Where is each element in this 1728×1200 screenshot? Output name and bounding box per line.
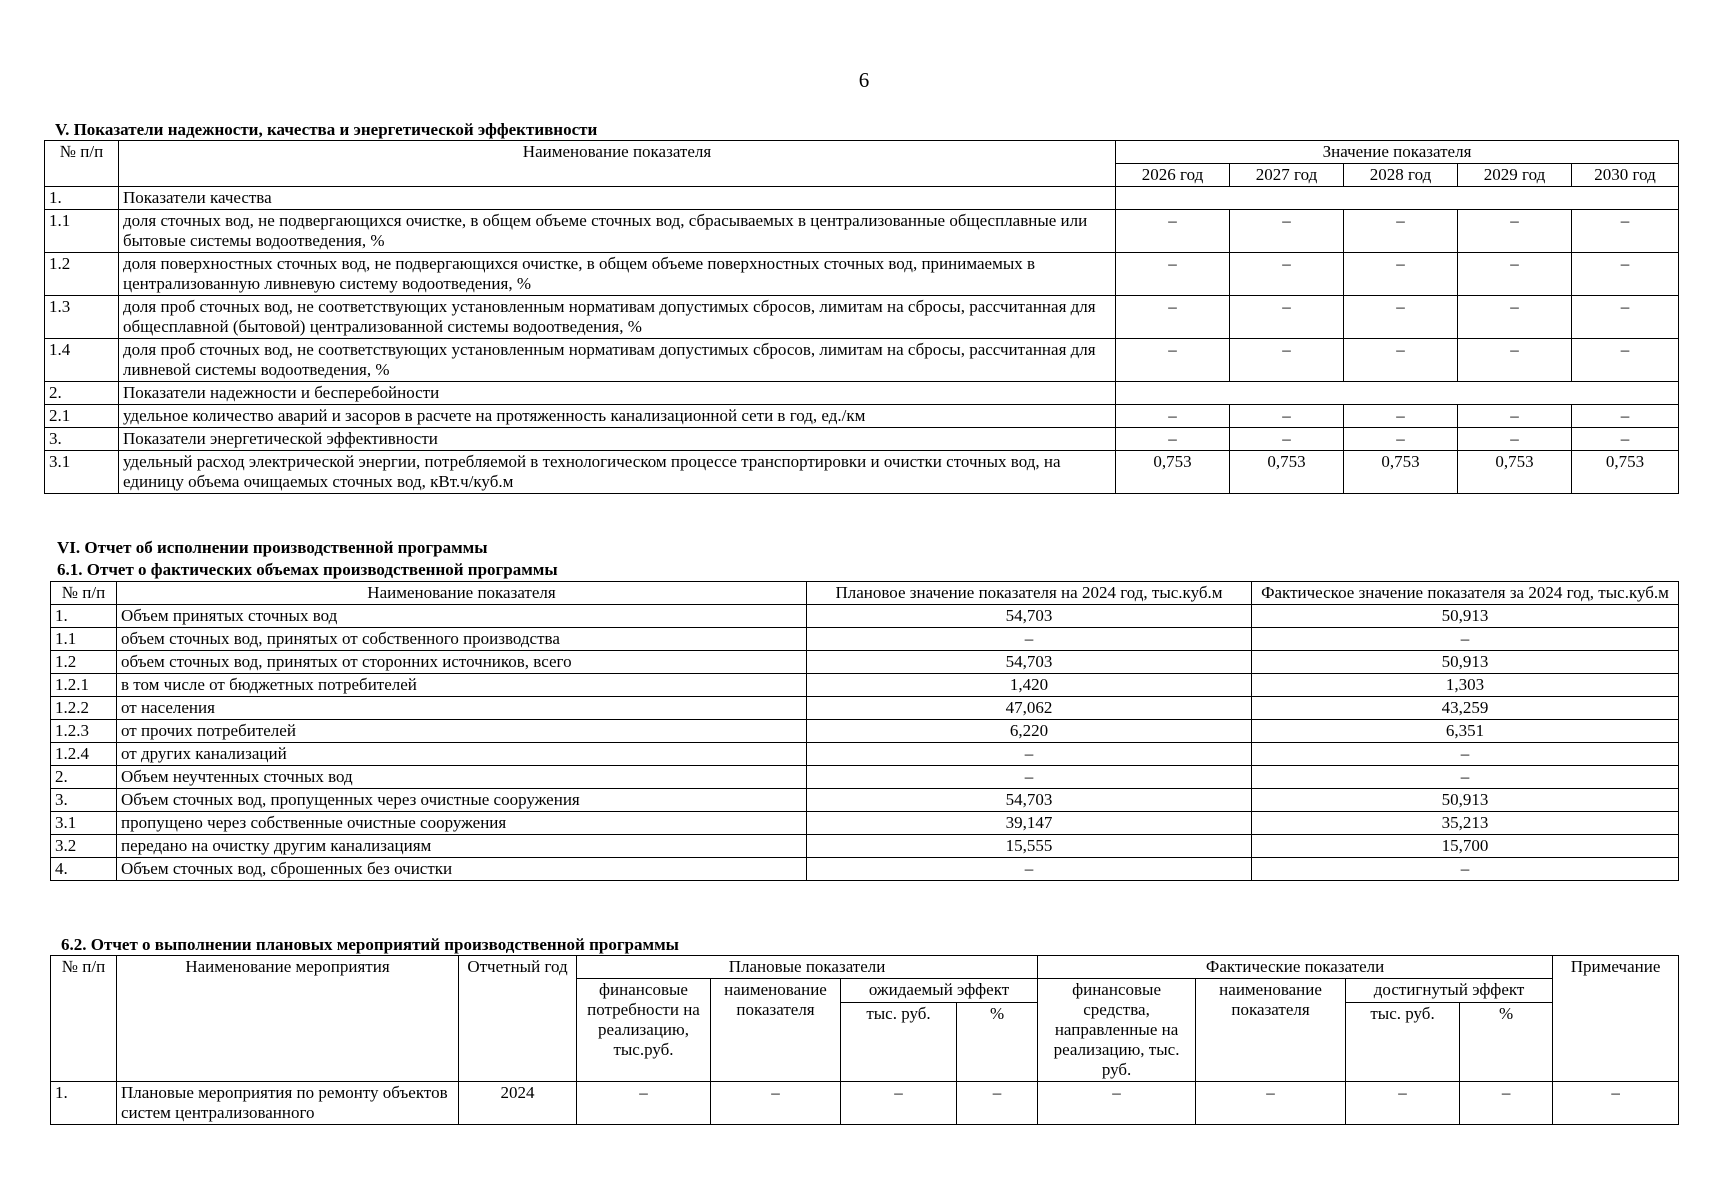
table-row	[45, 296, 1679, 339]
row-fact: –	[1252, 743, 1679, 766]
table-row	[51, 835, 1679, 858]
row-value: 0,753	[1230, 451, 1344, 494]
row-name: удельное количество аварий и засоров в расчете на протяженность канализационной сети в год, ед./км	[119, 405, 1116, 428]
row-num: 1.4	[45, 339, 119, 382]
year-header: 2028 год	[1344, 164, 1458, 187]
row-value: 0,753	[1116, 451, 1230, 494]
col-name-header: Наименование показателя	[119, 141, 1116, 187]
row-value: 0,753	[1572, 451, 1679, 494]
table-row	[51, 628, 1679, 651]
table-row	[45, 451, 1679, 494]
row-empty	[1116, 187, 1679, 210]
row-name: от населения	[117, 697, 807, 720]
row-fact: –	[1252, 628, 1679, 651]
row-value: –	[577, 1082, 711, 1125]
row-value: –	[1458, 339, 1572, 382]
row-plan: –	[807, 858, 1252, 881]
row-name: объем сточных вод, принятых от собственного производства	[117, 628, 807, 651]
row-value: –	[1230, 210, 1344, 253]
row-value: –	[1038, 1082, 1196, 1125]
row-value: –	[1458, 405, 1572, 428]
row-value: –	[1572, 210, 1679, 253]
row-name: Объем принятых сточных вод	[117, 605, 807, 628]
row-value: –	[1116, 253, 1230, 296]
row-plan: 54,703	[807, 651, 1252, 674]
row-fact: 15,700	[1252, 835, 1679, 858]
row-plan: –	[807, 628, 1252, 651]
fact-fin-header: финансовые средства, направленные на реализацию, тыс. руб.	[1038, 979, 1196, 1082]
fact-effect-header: достигнутый эффект	[1346, 979, 1553, 1003]
table-row	[51, 743, 1679, 766]
row-plan: –	[807, 766, 1252, 789]
row-fact: 50,913	[1252, 605, 1679, 628]
row-empty	[1116, 382, 1679, 405]
row-name: Показатели энергетической эффективности	[119, 428, 1116, 451]
row-value: –	[1230, 405, 1344, 428]
row-fact: 1,303	[1252, 674, 1679, 697]
row-fact: –	[1252, 766, 1679, 789]
row-value: –	[1344, 405, 1458, 428]
row-name: пропущено через собственные очистные сооружения	[117, 812, 807, 835]
row-plan: 15,555	[807, 835, 1252, 858]
year-header: 2030 год	[1572, 164, 1679, 187]
table-row	[45, 382, 1679, 405]
row-fact: 50,913	[1252, 651, 1679, 674]
row-num: 3.	[45, 428, 119, 451]
col-fact-header: Фактическое значение показателя за 2024 год, тыс.куб.м	[1252, 582, 1679, 605]
table-row	[45, 253, 1679, 296]
row-value: –	[957, 1082, 1038, 1125]
table-row	[45, 405, 1679, 428]
row-name: удельный расход электрической энергии, потребляемой в технологическом процессе транспортировки и очистки сточных вод, на единицу объема очищаемых сточных вод, кВт.ч/куб.м	[119, 451, 1116, 494]
col-num-header: № п/п	[51, 582, 117, 605]
table-row	[51, 858, 1679, 881]
row-fact: 50,913	[1252, 789, 1679, 812]
row-name: от прочих потребителей	[117, 720, 807, 743]
row-name: доля сточных вод, не подвергающихся очистке, в общем объеме сточных вод, сбрасываемых в централизованные общесплавные или бытовые системы водоотведения, %	[119, 210, 1116, 253]
row-value: –	[1346, 1082, 1460, 1125]
row-num: 1.	[45, 187, 119, 210]
table-row	[51, 1082, 1679, 1125]
reliability-table	[44, 140, 1679, 494]
row-value: –	[1572, 428, 1679, 451]
row-value: –	[1344, 339, 1458, 382]
table-row	[51, 674, 1679, 697]
table-row	[51, 812, 1679, 835]
col-name-header: Наименование показателя	[117, 582, 807, 605]
row-value: –	[1458, 210, 1572, 253]
row-value: –	[1572, 253, 1679, 296]
year-header: 2026 год	[1116, 164, 1230, 187]
row-num: 3.	[51, 789, 117, 812]
year-header: 2029 год	[1458, 164, 1572, 187]
row-num: 1.2.1	[51, 674, 117, 697]
table-row	[51, 789, 1679, 812]
row-num: 1.2.2	[51, 697, 117, 720]
col-num-header: № п/п	[51, 956, 117, 1082]
row-num: 1.	[51, 1082, 117, 1125]
volumes-table	[50, 581, 1679, 881]
table-row	[51, 766, 1679, 789]
section6-title: VI. Отчет об исполнении производственной программы	[57, 538, 488, 557]
row-name: Объем сточных вод, пропущенных через очистные сооружения	[117, 789, 807, 812]
fact-name-header: наименование показателя	[1196, 979, 1346, 1082]
col-name-header: Наименование мероприятия	[117, 956, 459, 1082]
row-name: Плановые мероприятия по ремонту объектов систем централизованного	[117, 1082, 459, 1125]
row-num: 1.1	[45, 210, 119, 253]
row-num: 3.1	[51, 812, 117, 835]
table-row	[45, 428, 1679, 451]
row-fact: 43,259	[1252, 697, 1679, 720]
row-num: 2.	[51, 766, 117, 789]
row-num: 1.1	[51, 628, 117, 651]
section5-title: V. Показатели надежности, качества и энергетической эффективности	[55, 120, 598, 139]
col-fact-header: Фактические показатели	[1038, 956, 1553, 979]
row-value: –	[1553, 1082, 1679, 1125]
row-plan: 6,220	[807, 720, 1252, 743]
row-value: –	[1230, 428, 1344, 451]
row-value: –	[1230, 339, 1344, 382]
row-value: –	[1344, 428, 1458, 451]
section61-title: 6.1. Отчет о фактических объемах производственной программы	[57, 560, 558, 579]
fact-pct-header: %	[1460, 1003, 1553, 1082]
plan-name-header: наименование показателя	[711, 979, 841, 1082]
row-value: –	[1458, 428, 1572, 451]
col-value-header: Значение показателя	[1116, 141, 1679, 164]
section62-title: 6.2. Отчет о выполнении плановых мероприятий производственной программы	[61, 935, 679, 954]
row-value: –	[1230, 253, 1344, 296]
row-value: –	[1116, 428, 1230, 451]
table-row	[51, 651, 1679, 674]
row-name: доля поверхностных сточных вод, не подвергающихся очистке, в общем объеме поверхностных сточных вод, принимаемых в централизованную ливневую систему водоотведения, %	[119, 253, 1116, 296]
row-value: –	[711, 1082, 841, 1125]
row-name: Показатели надежности и бесперебойности	[119, 382, 1116, 405]
table-row	[51, 697, 1679, 720]
row-name: Объем неучтенных сточных вод	[117, 766, 807, 789]
row-value: –	[1572, 405, 1679, 428]
row-value: –	[1116, 210, 1230, 253]
row-name: доля проб сточных вод, не соответствующих установленным нормативам допустимых сбросов, лимитам на сбросы, рассчитанная для общесплавной (бытовой) централизованной системы водоотведения, %	[119, 296, 1116, 339]
row-value: –	[1344, 210, 1458, 253]
row-num: 1.2	[45, 253, 119, 296]
row-num: 4.	[51, 858, 117, 881]
row-value: –	[1458, 253, 1572, 296]
row-num: 2.	[45, 382, 119, 405]
row-value: –	[1116, 405, 1230, 428]
row-value: 0,753	[1344, 451, 1458, 494]
row-fact: 6,351	[1252, 720, 1679, 743]
table-row	[45, 210, 1679, 253]
plan-rub-header: тыс. руб.	[841, 1003, 957, 1082]
row-year: 2024	[459, 1082, 577, 1125]
row-value: –	[1460, 1082, 1553, 1125]
row-name: от других канализаций	[117, 743, 807, 766]
col-plan-header: Плановые показатели	[577, 956, 1038, 979]
row-value: –	[1230, 296, 1344, 339]
row-num: 1.2.4	[51, 743, 117, 766]
row-value: –	[1458, 296, 1572, 339]
col-year-header: Отчетный год	[459, 956, 577, 1082]
row-name: передано на очистку другим канализациям	[117, 835, 807, 858]
row-fact: 35,213	[1252, 812, 1679, 835]
row-value: –	[841, 1082, 957, 1125]
table-row	[51, 720, 1679, 743]
plan-pct-header: %	[957, 1003, 1038, 1082]
row-num: 1.3	[45, 296, 119, 339]
row-name: Показатели качества	[119, 187, 1116, 210]
row-value: –	[1344, 296, 1458, 339]
row-num: 3.2	[51, 835, 117, 858]
fact-rub-header: тыс. руб.	[1346, 1003, 1460, 1082]
table-row	[45, 339, 1679, 382]
row-value: –	[1344, 253, 1458, 296]
row-value: –	[1116, 296, 1230, 339]
row-plan: –	[807, 743, 1252, 766]
row-value: –	[1572, 296, 1679, 339]
page-number: 6	[858, 68, 870, 92]
row-value: –	[1572, 339, 1679, 382]
row-num: 3.1	[45, 451, 119, 494]
row-name: объем сточных вод, принятых от сторонних источников, всего	[117, 651, 807, 674]
measures-table	[50, 955, 1679, 1125]
row-plan: 54,703	[807, 605, 1252, 628]
table-row	[51, 605, 1679, 628]
table-row	[45, 187, 1679, 210]
row-value: –	[1196, 1082, 1346, 1125]
row-value: –	[1116, 339, 1230, 382]
row-name: в том числе от бюджетных потребителей	[117, 674, 807, 697]
row-name: доля проб сточных вод, не соответствующих установленным нормативам допустимых сбросов, лимитам на сбросы, рассчитанная для ливневой системы водоотведения, %	[119, 339, 1116, 382]
row-num: 2.1	[45, 405, 119, 428]
row-plan: 39,147	[807, 812, 1252, 835]
plan-fin-header: финансовые потребности на реализацию, тыс.руб.	[577, 979, 711, 1082]
year-header: 2027 год	[1230, 164, 1344, 187]
row-num: 1.	[51, 605, 117, 628]
col-num-header: № п/п	[45, 141, 119, 187]
row-name: Объем сточных вод, сброшенных без очистки	[117, 858, 807, 881]
row-fact: –	[1252, 858, 1679, 881]
row-value: 0,753	[1458, 451, 1572, 494]
row-num: 1.2.3	[51, 720, 117, 743]
col-plan-header: Плановое значение показателя на 2024 год, тыс.куб.м	[807, 582, 1252, 605]
row-plan: 54,703	[807, 789, 1252, 812]
col-note-header: Примечание	[1553, 956, 1679, 1082]
plan-effect-header: ожидаемый эффект	[841, 979, 1038, 1003]
row-num: 1.2	[51, 651, 117, 674]
row-plan: 1,420	[807, 674, 1252, 697]
row-plan: 47,062	[807, 697, 1252, 720]
